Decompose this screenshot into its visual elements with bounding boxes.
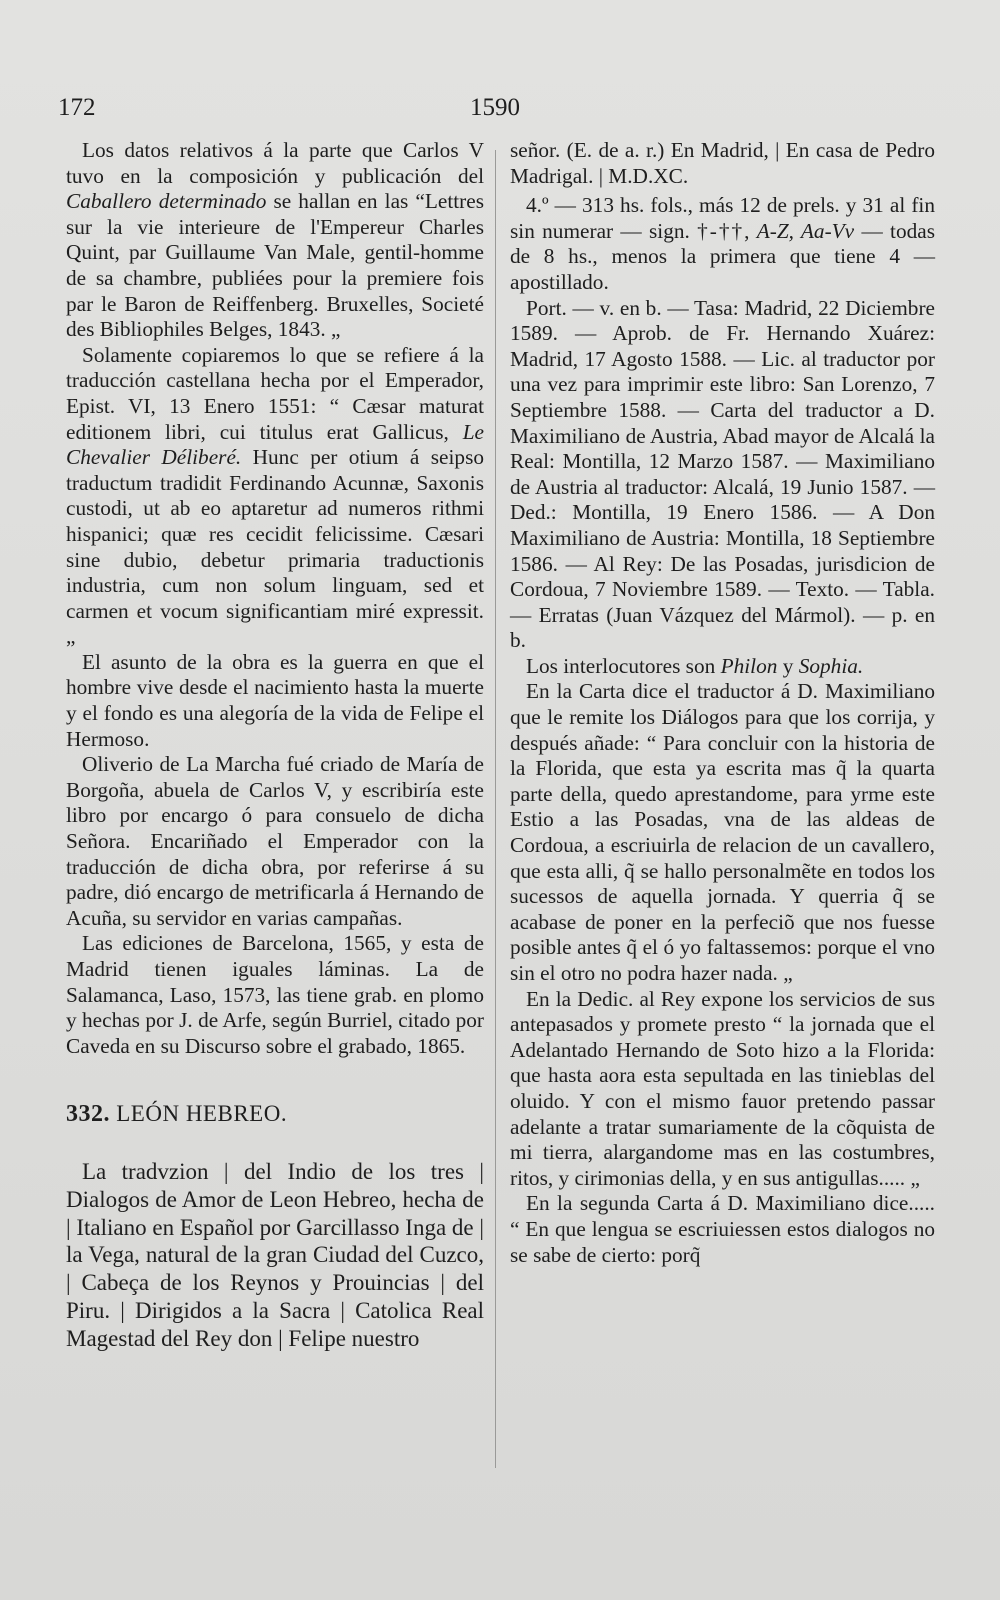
paragraph: Oliverio de La Marcha fué criado de María de Borgoña, abuela de Carlos V, y escribiría este libro por encargo ó para consuelo de dicha Señora. Encariñado el Emperador con la traducción de dicha obra, por referirse á su padre, dió encargo de metrificarla á Hernando de Acuña, su servidor en varias campañas.	[66, 752, 484, 930]
paragraph	[510, 654, 935, 680]
italic-name: Philon	[720, 653, 778, 678]
paragraph: En la Carta dice el traductor á D. Maximiliano que le remite los Diálogos para que los corrija, y después añade: “ Para concluir con la historia de la Florida, que esta ya escrita mas q̃ la quarta parte della, quedo aprestandome, para yrme este Estio a las Posadas, vna de las aldeas de Cordoua, a escriuirla de relacion de un cavallero, que esta alli, q̃ se hallo personalmẽte en todos los sucessos de aquella jornada. Y querria q̃ se acabase de poner en la perfeciõ que nos fuesse posible antes q̃ el ó yo faltassemos: porque el vno sin el otro no podra hazer nada. „	[510, 679, 935, 985]
entry-heading	[66, 1101, 484, 1128]
paragraph	[66, 138, 484, 343]
entry-number: 332.	[66, 1101, 110, 1128]
entry-title: LEÓN HEBREO.	[116, 1101, 288, 1127]
paragraph	[66, 343, 484, 650]
running-year: 1590	[470, 94, 520, 121]
text-span: Solamente copiaremos lo que se refiere á la traducción castellana hecha por el Emperador, Epist. VI, 13 Enero 1551: “ Cæsar maturat editionem libri, cui titulus erat Gallicus,	[66, 342, 484, 444]
paragraph: El asunto de la obra es la guerra en que el hombre vive desde el nacimiento hasta la muerte y el fondo es una alegoría de la vida de Felipe el Hermoso.	[66, 649, 484, 751]
signature-range: A-Z, Aa-Vv	[756, 218, 855, 243]
bibliographic-title: La tradvzion | del Indio de los tres | Dialogos de Amor de Leon Hebreo, hecha de | Italiano en Español por Garcillasso Inga de | la Vega, natural de la gran Ciudad del Cuzco, | Cabeça de los Reynos y Prouincias | del Piru. | Dirigidos a la Sacra | Catolica Real Magestad del Rey don | Felipe nuestro	[66, 1158, 484, 1351]
paragraph: Port. — v. en b. — Tasa: Madrid, 22 Diciembre 1589. — Aprob. de Fr. Hernando Xuárez: Madrid, 17 Agosto 1588. — Lic. al traductor por una vez para imprimir este libro: San Lorenzo, 7 Septiembre 1588. — Carta del traductor a D. Maximiliano de Austria, Abad mayor de Alcalá la Real: Montilla, 12 Marzo 1587. — Maximiliano de Austria al traductor: Alcalá, 19 Junio 1587. — Ded.: Montilla, 19 Enero 1586. — A Don Maximiliano de Austria: Montilla, 18 Septiembre 1586. — Al Rey: De las Posadas, jurisdicion de Cordoua, 7 Noviembre 1589. — Texto. — Tabla. — Erratas (Juan Vázquez del Mármol). — p. en b.	[510, 295, 935, 653]
italic-title: Caballero determinado	[66, 189, 267, 214]
paragraph: En la Dedic. al Rey expone los servicios de sus antepasados y promete presto “ la jornada que el Adelantado Hernando de Soto hizo a la Florida: que hasta aora esta sepultada en las tinieblas del oluido. Y con el mismo fauor pretendo passar adelante a tratar sumariamente de la cõquista de mi tierra, alargandome mas en las costumbres, ritos, y cirimonias della, y en sus antigullas..... „	[510, 986, 935, 1190]
text-span: se hallan en las “Lettres sur la vie interieure de l'Empereur Charles Quint, par Guillaume Van Male, gentil-homme de sa chambre, publiées pour la premiere fois par le Baron de Reiffenberg. Bruxelles, Societé des Bibliophiles Belges, 1843. „	[66, 189, 484, 342]
left-column	[66, 138, 484, 1353]
paragraph	[510, 193, 935, 295]
text-span: Hunc per otium á seipso traductum tradidit Ferdinando Acunnæ, Saxonis custodi, ut ab eo aptaretur ad numeros rithmi hispanici; quæ res cecidit felicissime. Cæsari sine dubio, debetur primaria traductionis industria, cum non solum linguam, sed et carmen et vocum significantiam miré expressit. „	[66, 445, 485, 649]
column-divider	[495, 150, 496, 1468]
italic-name: Sophia.	[798, 653, 864, 678]
paragraph: En la segunda Carta á D. Maximiliano dice..... “ En que lengua se escriuiessen estos dialogos no se sabe de cierto: porq̃	[510, 1191, 935, 1267]
text-span: 4.º — 313 hs. fols., más 12 de prels. y 31 al fin sin numerar — sign. †-††,	[510, 193, 935, 243]
text-span: Los datos relativos á la parte que Carlos V tuvo en la composición y publicación del	[66, 138, 484, 188]
page-number: 172	[58, 94, 96, 121]
paragraph: Las ediciones de Barcelona, 1565, y esta de Madrid tienen iguales láminas. La de Salamanca, Laso, 1573, las tiene grab. en plomo y hechas por J. de Arfe, según Burriel, citado por Caveda en su Discurso sobre el grabado, 1865.	[66, 931, 484, 1058]
text-span: — todas de 8 hs., menos la primera que tiene 4 — apostillado.	[510, 218, 936, 294]
right-column	[510, 138, 935, 1268]
text-span: Los interlocutores son	[526, 653, 716, 678]
italic-title: Le Chevalier Déliberé.	[66, 419, 484, 470]
paragraph: señor. (E. de a. r.) En Madrid, | En casa de Pedro Madrigal. | M.D.XC.	[510, 138, 935, 188]
text-span: y	[782, 653, 794, 678]
